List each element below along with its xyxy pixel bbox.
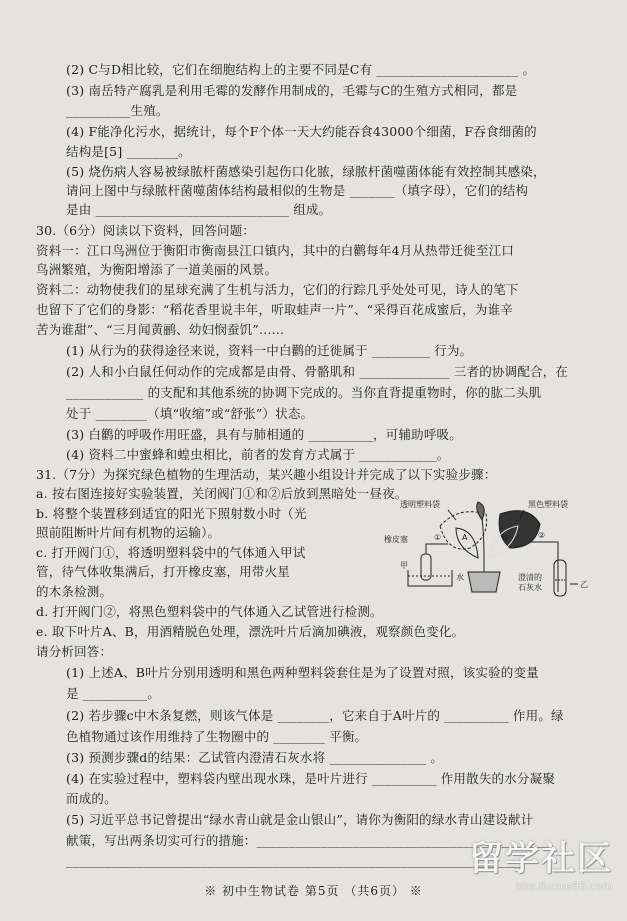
page-footer: ※ 初中生物试卷 第5页 （共6页） ※ [204,884,423,898]
text-line: 资料二：动物使我们的星球充满了生机与活力，它们的行踪几乎处处可见，诗人的笔下 [36,282,519,297]
text-line: _______________________________________________________________________ [66,853,524,868]
text-line: (1) 从行为的获得途径来说，资料一中白鹳的迁徙属于 _________ 行为。 [66,343,473,358]
rubber-stopper-label: 橡皮塞 [384,535,408,544]
text-line: 请分析回答： [36,644,113,659]
text-line: 的木条检测。 [36,584,113,599]
text-line: e. 取下叶片A、B，用酒精脱色处理，漂洗叶片后滴加碘液，观察颜色变化。 [36,624,465,639]
text-line: 处于 ________（填“收缩”或“舒张”）状态。 [66,406,314,421]
text-line: (5) 习近平总书记曾提出“绿水青山就是金山银山”，请你为衡阳的绿水青山建设献计 [66,812,534,827]
water-label: 水 [456,573,464,582]
text-line: 照前阻断叶片间有机物的运输）。 [36,525,221,540]
black-bag-label: 黑色塑料袋 [528,500,568,509]
watermark-url: bbs.liuxue86.com [515,880,613,893]
text-line: (2) 人和小白鼠任何动作的完成都是由骨、骨骼肌和 ______________ 三者的协调配合，在 [66,364,569,379]
text-line: (3) 白鹳的呼吸作用旺盛，具有与肺相通的 __________，可辅助呼吸。 [66,427,462,442]
experiment-apparatus-figure [378,496,593,601]
limewater-label: 澄清的 [518,573,542,582]
text-line: (1) 上述A、B叶片分别用透明和黑色两种塑料袋套住是为了设置对照，该实验的变量 [66,665,539,680]
valve-2-label: ② [538,531,546,540]
text-line: (4) F能净化污水，据统计，每个F个体一天大约能吞食43000个细菌，F吞食细菌的 [66,124,537,139]
tube-yi-label: 乙 [580,580,588,589]
text-line: (2) 若步骤c中木条复燃，则该气体是 ________，它来自于A叶片的 __________ 作用。绿 [66,708,564,723]
text-line: a. 按右图连接好实验装置，关闭阀门①和②后放到黑暗处一昼夜。 [36,486,408,501]
question-31-heading: 31.（7分）为探究绿色植物的生理活动，某兴趣小组设计并完成了以下实验步骤： [36,467,497,482]
text-line: c. 打开阀门①，将透明塑料袋中的气体通入甲试 [36,545,306,560]
text-line: 也留下了它们的身影：“稻花香里说丰年，听取蛙声一片”、“采得百花成蜜后，为谁辛 [36,302,513,317]
watermark-logo [469,831,613,893]
leaf-a-label: A [462,533,468,542]
limewater-label: 石灰水 [518,583,542,592]
transparent-bag-label: 透明塑料袋 [400,500,440,509]
text-line: d. 打开阀门②，将黑色塑料袋中的气体通入乙试管进行检测。 [36,604,383,619]
text-line: (3) 南岳特产腐乳是利用毛霉的发酵作用制成的，毛霉与C的生殖方式相同，都是 [66,83,518,98]
text-line: (4) 在实验过程中，塑料袋内壁出现水珠，是叶片进行 __________ 作用散失的水分凝聚 [66,771,556,786]
text-line: (4) 资料二中蜜蜂和蝗虫相比，前者的发育方式属于 ____________。 [66,447,450,462]
text-line: 献策，写出两条切实可行的措施：______________________________________________ [66,833,554,848]
text-line: 而成的。 [66,791,117,806]
text-line: 资料一：江口鸟洲位于衡阳市衡南县江口镇内，其中的白鹳每年4月从热带迁徙至江口 [36,243,515,258]
text-line: (2) C与D相比较，它们在细胞结构上的主要不同是C有 ______________________ 。 [66,62,536,77]
text-line: 请问上图中与绿脓杆菌噬菌体结构最相似的生物是 _______（填字母），它们的结构 [66,183,529,198]
leaf-b-label: B [502,533,508,542]
text-line: 鸟洲繁殖，为衡阳增添了一道美丽的风景。 [36,262,278,277]
text-line: 管，待气体收集满后，打开橡皮塞，用带火星 [36,564,291,579]
tube-jia-label: 甲 [400,561,408,570]
text-line: 是由 ______________________________ 组成。 [66,202,332,217]
text-line: b. 将整个装置移到适宜的阳光下照射数小时（光 [36,506,307,521]
text-line: 是 __________。 [66,686,161,701]
text-line: 色植物通过该作用维持了生物圈中的 ________ 平衡。 [66,729,368,744]
question-30-heading: 30.（6分）阅读以下资料，回答问题： [36,223,256,238]
text-line: (5) 烧伤病人容易被绿脓杆菌感染引起伤口化脓，绿脓杆菌噬菌体能有效控制其感染， [66,164,546,179]
text-line: 结构是[5] ________。 [66,144,191,159]
text-line: (3) 预测步骤d的结果：乙试管内澄清石灰水将 _______________ 。 [66,750,444,765]
text-line: ____________ 的支配和其他系统的协调下完成的。当你直背提重物时，你的肱二头肌 [66,385,542,400]
text-line: __________生殖。 [66,103,169,118]
text-line: 苦为谁甜”、“三月闻黄鹂、幼妇悯蚕饥”…… [36,322,285,337]
valve-1-label: ① [434,533,442,542]
watermark-text: 留学社区 [469,839,613,879]
